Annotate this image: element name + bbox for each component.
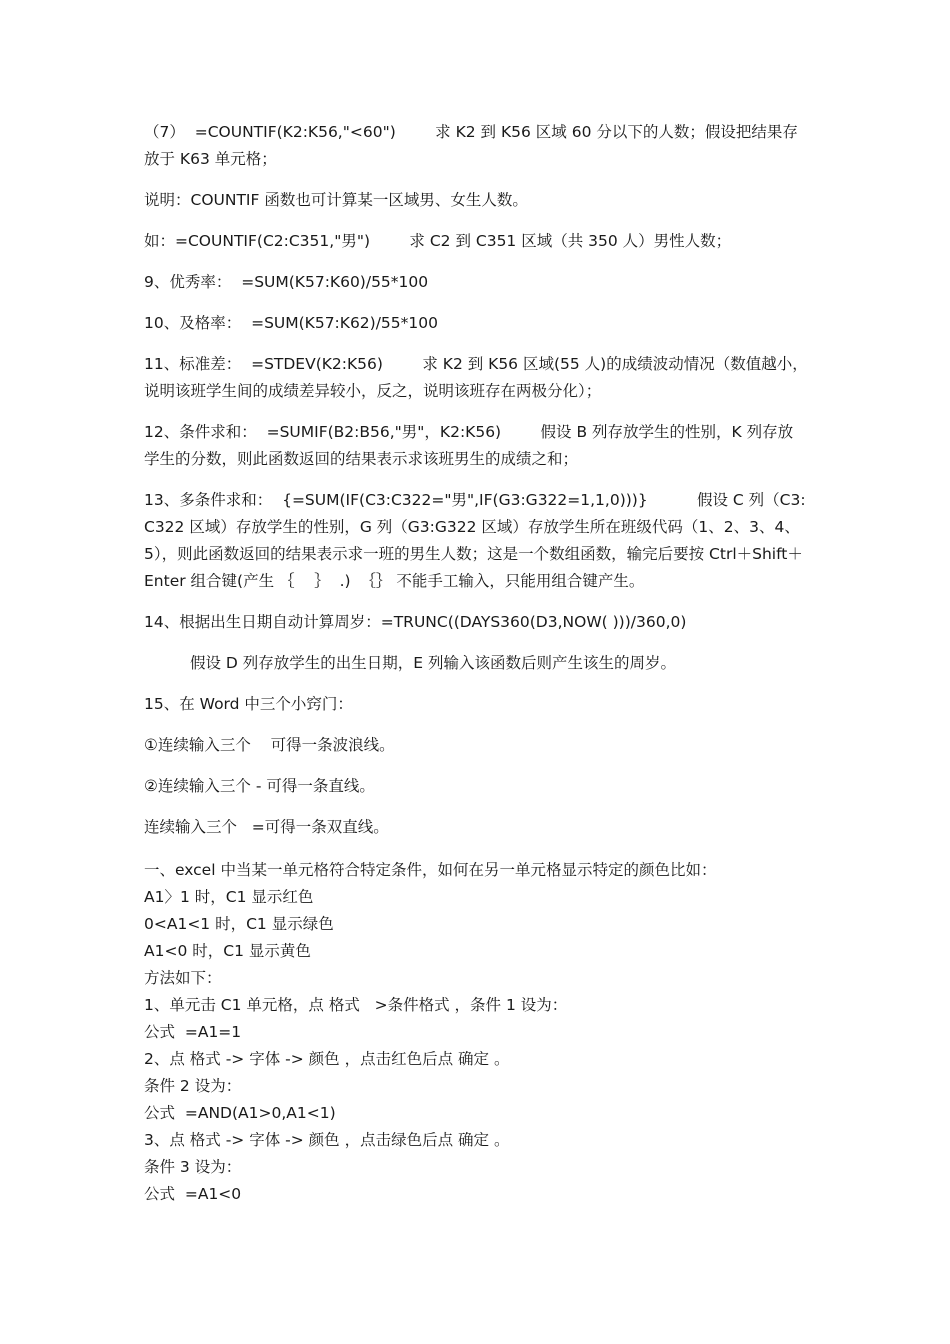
step-line: 1、单元击 C1 单元格，点 格式 >条件格式 ，条件 1 设为： bbox=[144, 996, 568, 1014]
section-conditional-format bbox=[144, 857, 808, 1208]
paragraph-age-note: 假设 D 列存放学生的出生日期，E 列输入该函数后则产生该生的周岁。 bbox=[190, 654, 677, 672]
condition-line: A1〉1 时，C1 显示红色 bbox=[144, 888, 314, 906]
section-heading: 一、excel 中当某一单元格符合特定条件，如何在另一单元格显示特定的颜色比如： bbox=[144, 861, 717, 879]
step-line: 3、点 格式 -> 字体 -> 颜色 ，点击绿色后点 确定 。 bbox=[144, 1131, 510, 1149]
paragraph-word-tip-wavy: ①连续输入三个 可得一条波浪线。 bbox=[144, 736, 395, 754]
condition-line: A1<0 时，C1 显示黄色 bbox=[144, 942, 311, 960]
paragraph-countif-below-60: （7） =COUNTIF(K2:K56,"<60") 求 K2 到 K56 区域 60 分以下的人数；假设把结果存放于 K63 单元格； bbox=[144, 123, 798, 168]
condition-label: 条件 3 设为： bbox=[144, 1158, 242, 1176]
formula-line: 公式 =AND(A1>0,A1<1) bbox=[144, 1104, 336, 1122]
paragraph-word-tip-line: ②连续输入三个 - 可得一条直线。 bbox=[144, 777, 375, 795]
paragraph-sumif: 12、条件求和： =SUMIF(B2:B56,"男"，K2:K56) 假设 B 列存放学生的性别，K 列存放学生的分数，则此函数返回的结果表示求该班男生的成绩之和； bbox=[144, 423, 794, 468]
method-label: 方法如下： bbox=[144, 969, 222, 987]
condition-line: 0<A1<1 时，C1 显示绿色 bbox=[144, 915, 334, 933]
document-body bbox=[144, 119, 808, 1208]
paragraph-age-formula: 14、根据出生日期自动计算周岁：=TRUNC((DAYS360(D3,NOW( )))/360,0) bbox=[144, 613, 687, 631]
paragraph-countif-example: 如：=COUNTIF(C2:C351,"男") 求 C2 到 C351 区域（共 350 人）男性人数； bbox=[144, 232, 732, 250]
step-line: 2、点 格式 -> 字体 -> 颜色 ，点击红色后点 确定 。 bbox=[144, 1050, 510, 1068]
paragraph-stdev: 11、标准差： =STDEV(K2:K56) 求 K2 到 K56 区域(55 人)的成绩波动情况（数值越小，说明该班学生间的成绩差异较小，反之，说明该班存在两极分化）； bbox=[144, 355, 808, 400]
paragraph-word-tips-heading: 15、在 Word 中三个小窍门： bbox=[144, 695, 353, 713]
paragraph-countif-note: 说明：COUNTIF 函数也可计算某一区域男、女生人数。 bbox=[144, 191, 528, 209]
paragraph-multi-condition-sum: 13、多条件求和： {=SUM(IF(C3:C322="男",IF(G3:G322=1,1,0)))} 假设 C 列（C3:C322 区域）存放学生的性别，G 列（G3:G322 区域）存放学生所在班级代码（1、2、3、4、5），则此函数返回的结果表示求一班的男生人数；这是一个数组函数，输完后要按 Ctrl＋Shift＋Enter 组合键(产生 ｛ ｝ .) ｛｝ 不能手工输入，只能用组合键产生。 bbox=[144, 491, 806, 590]
formula-line: 公式 =A1=1 bbox=[144, 1023, 242, 1041]
paragraph-excellence-rate: 9、优秀率： =SUM(K57:K60)/55*100 bbox=[144, 273, 429, 291]
paragraph-pass-rate: 10、及格率： =SUM(K57:K62)/55*100 bbox=[144, 314, 438, 332]
condition-label: 条件 2 设为： bbox=[144, 1077, 242, 1095]
formula-line: 公式 =A1<0 bbox=[144, 1185, 242, 1203]
paragraph-word-tip-double: 连续输入三个 =可得一条双直线。 bbox=[144, 818, 389, 836]
